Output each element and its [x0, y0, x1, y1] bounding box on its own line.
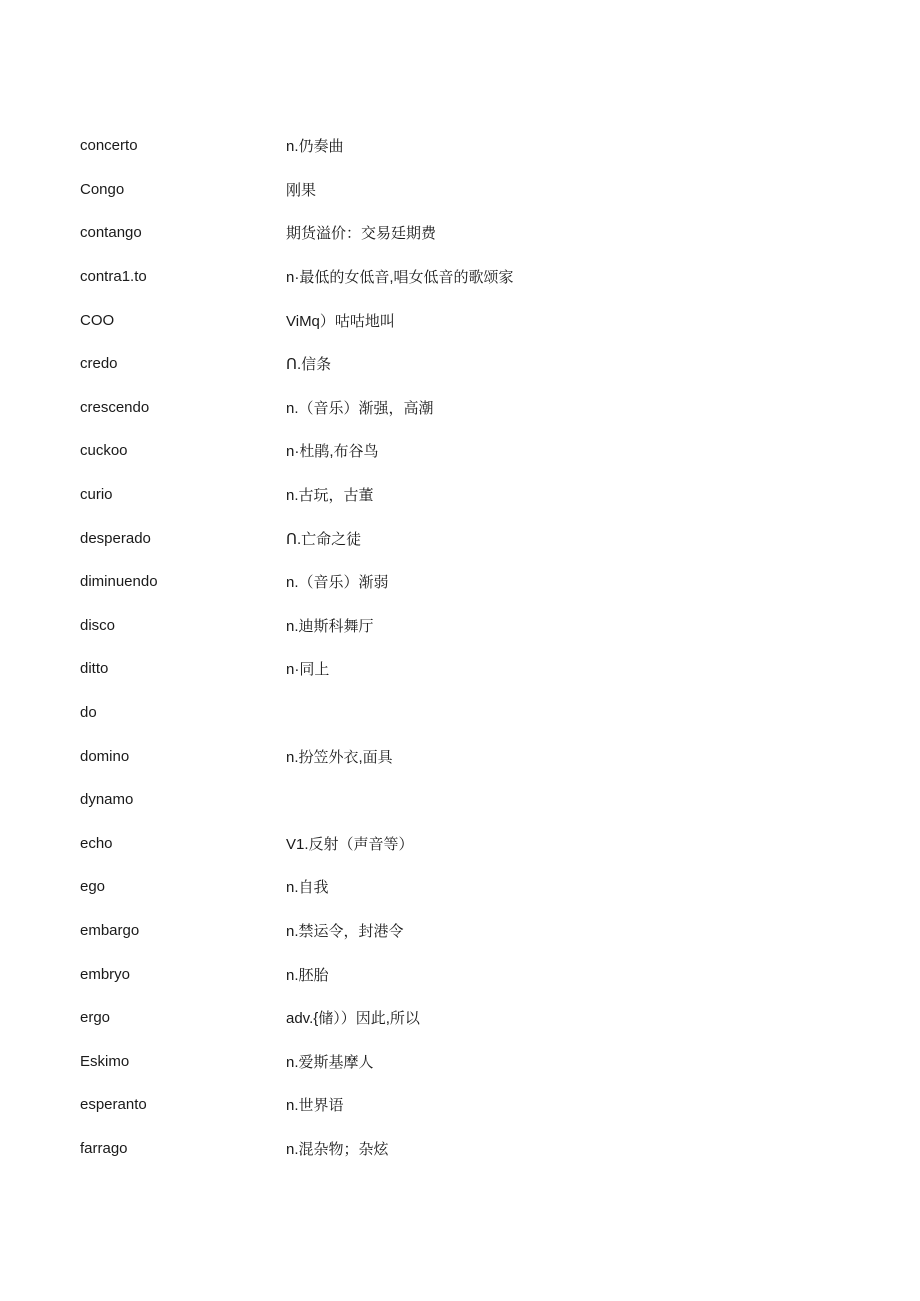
definition: n·杜鹃,布谷鸟 — [286, 443, 379, 461]
term: embryo — [80, 965, 131, 983]
definition: V1.反射（声音等） — [286, 835, 414, 853]
definition: n.自我 — [286, 879, 329, 897]
term: esperanto — [80, 1096, 147, 1114]
definition: n.混杂物；杂炫 — [286, 1140, 389, 1158]
definition: n.世界语 — [286, 1097, 344, 1115]
list-item — [80, 124, 840, 168]
term: ditto — [80, 660, 109, 678]
definition: n.仍奏曲 — [286, 138, 344, 156]
term: cuckoo — [80, 442, 128, 460]
list-item — [80, 255, 840, 299]
term: curio — [80, 486, 113, 504]
definition: n.（音乐）渐强，高潮 — [286, 399, 434, 417]
list-item — [80, 909, 840, 953]
term: Eskimo — [80, 1052, 130, 1070]
list-item — [80, 691, 840, 735]
term: crescendo — [80, 398, 150, 416]
term: credo — [80, 355, 118, 373]
definition: Ո.亡命之徒 — [286, 530, 362, 548]
definition: ViMq）咕咕地叫 — [286, 312, 395, 330]
list-item — [80, 1083, 840, 1127]
definition: n.（音乐）渐弱 — [286, 574, 389, 592]
list-item — [80, 168, 840, 212]
definition: n.扮笠外衣,面具 — [286, 748, 393, 766]
list-item — [80, 778, 840, 822]
definition: n·同上 — [286, 661, 330, 679]
list-item — [80, 734, 840, 778]
definition: n.爱斯基摩人 — [286, 1053, 374, 1071]
term: dynamo — [80, 791, 134, 809]
definition: adv.{储））因此,所以 — [286, 1010, 420, 1028]
term: echo — [80, 834, 113, 852]
list-item — [80, 560, 840, 604]
definition: Ո.信条 — [286, 356, 332, 374]
list-item — [80, 516, 840, 560]
term: Congo — [80, 180, 125, 198]
list-item — [80, 1039, 840, 1083]
list-item — [80, 473, 840, 517]
term: ego — [80, 878, 106, 896]
list-item — [80, 865, 840, 909]
list-item — [80, 647, 840, 691]
term: farrago — [80, 1139, 128, 1157]
list-item — [80, 604, 840, 648]
list-item — [80, 822, 840, 866]
definition: n.古玩，古董 — [286, 487, 374, 505]
term: concerto — [80, 137, 138, 155]
term: embargo — [80, 921, 140, 939]
list-item — [80, 429, 840, 473]
definition: 刚果 — [286, 181, 317, 199]
definition: n.迪斯科舞厅 — [286, 617, 374, 635]
term: domino — [80, 747, 130, 765]
list-item — [80, 211, 840, 255]
list-item — [80, 996, 840, 1040]
term: desperado — [80, 529, 151, 547]
term: disco — [80, 616, 116, 634]
vocabulary-list — [80, 124, 840, 1170]
term: do — [80, 704, 97, 722]
term: ergo — [80, 1009, 111, 1027]
list-item — [80, 952, 840, 996]
list-item — [80, 1127, 840, 1171]
list-item — [80, 342, 840, 386]
definition: n.禁运令，封港令 — [286, 922, 404, 940]
list-item — [80, 298, 840, 342]
term: contra1.to — [80, 268, 147, 286]
definition: n·最低的女低音,唱女低音的歌颂家 — [286, 269, 514, 287]
definition: n.胚胎 — [286, 966, 329, 984]
term: diminuendo — [80, 573, 158, 591]
definition: 期货溢价：交易廷期费 — [286, 225, 437, 243]
term: COO — [80, 311, 115, 329]
list-item — [80, 386, 840, 430]
term: contango — [80, 224, 142, 242]
